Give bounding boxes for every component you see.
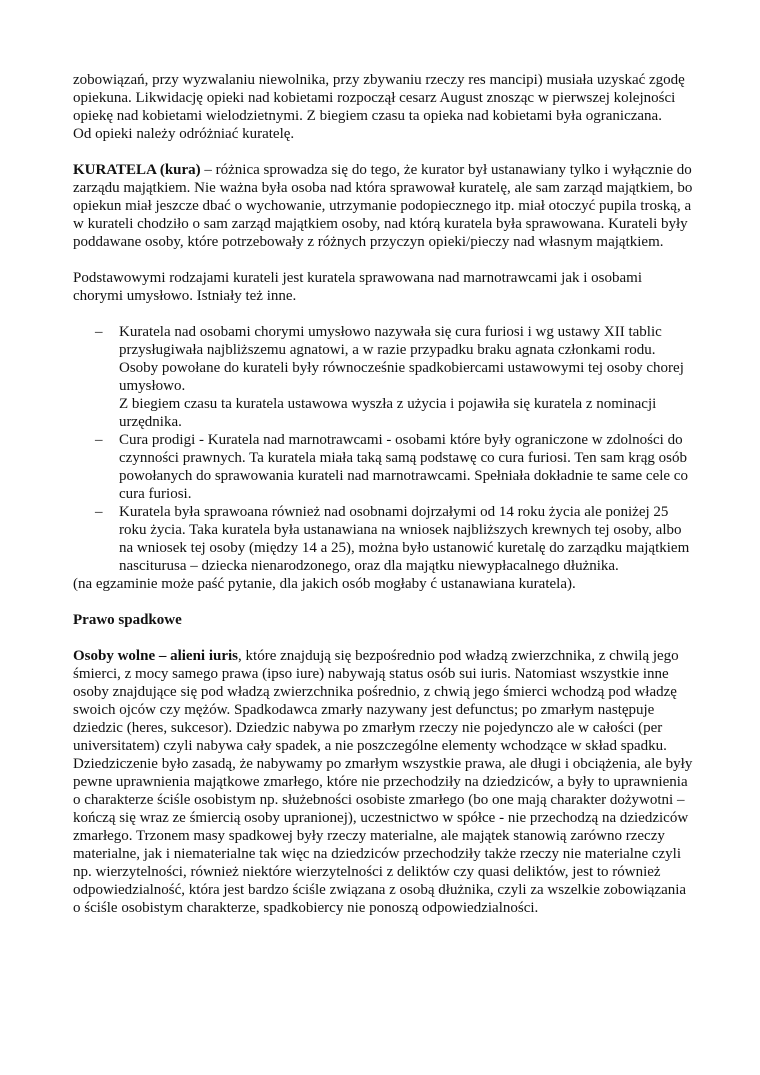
list-dash-marker: –: [95, 432, 103, 448]
exam-note: (na egzaminie może paść pytanie, dla jakich osób mogłaby ć ustanawiana kuratela).: [73, 576, 576, 592]
list-item-text: Kuratela była sprawoana również nad osobnami dojrzałymi od 14 roku życia ale poniżej 25 roku życia. Taka kuratela była ustanawiana na wniosek najbliższych krewnych tej osoby, albo na wniosek tej osoby (między 14 a 25), można było ustanowić kuretalę do zarządku majątkiem nasciturusa – dziecka nienarodzonego, oraz dla majątku niewypłacalnego dłużnika.: [119, 504, 690, 574]
list-item-text: Cura prodigi - Kuratela nad marnotrawcami - osobami które były ograniczone w zdolności do czynności prawnych. Ta kuratela miała taką samą podstawę co cura furiosi. Ten sam krąg osób powołanych do sprawowania kurateli nad marnotrawcami. Spełniała dokładnie te same cele co cura furiosi.: [119, 432, 688, 502]
paragraph-distinction: Od opieki należy odróżniać kuratelę.: [73, 126, 295, 142]
list-item: [73, 503, 693, 575]
list-dash-marker: –: [95, 324, 103, 340]
kuratela-list: [73, 323, 693, 575]
spacer: [73, 629, 693, 647]
paragraph-spadek: [73, 647, 693, 917]
list-dash-marker: –: [95, 504, 103, 520]
spacer: [73, 143, 693, 161]
list-item-text: Z biegiem czasu ta kuratela ustawowa wyszła z użycia i pojawiła się kuratela z nominacji urzędnika.: [119, 396, 657, 430]
list-item: [73, 323, 693, 431]
list-item: [73, 431, 693, 503]
document-page: [73, 71, 693, 917]
kuratela-term: KURATELA (kura): [73, 162, 201, 178]
spadek-text: , które znajdują się bezpośrednio pod władzą zwierzchnika, z chwilą jego śmierci, z mocy samego prawa (ipso iure) nabywają status osób sui iuris. Natomiast wszystkie inne osoby znajdujące się pod władzą zwierzchnika pośrednio, z chwią jego śmierci wchodzą pod władzę swoich ojców czy mężów. Spadkodawca zmarły nazywany jest defunctus; po zmarłym następuje dziedzic (heres, sukcesor). Dziedzic nabywa po zmarłym rzeczy nie pojedynczo ale w całości (per universitatem) czyli nabywa cały spadek, a nie poszczególne elementy wchodzące w skład spadku. Dziedziczenie było zasadą, że nabywamy po zmarłym wszystkie prawa, ale długi i obciążenia, ale były pewne uprawnienia majątkowe zmarłego, które nie przechodziły na dziedziców, a były to uprawnienia o charakterze ściśle osobistym np. służebności osobiste zmarłego (bo one mają charakter dożywotni – kończą się wraz ze śmiercią osoby upranionej), uczestnictwo w spółce - nie przechodzą na dziedziców zmarłego. Trzonem masy spadkowej były rzeczy materialne, ale majątek stanowią zarówno rzeczy materialne, jak i niematerialne tak więc na dziedziców przechodziły także rzeczy nie materialne czyli np. wierzytelności, również niektóre wierzytelności z deliktów czy quasi deliktów, jest to również odpowiedzialność, która jest bardzo ściśle związana z osobą dłużnika, czyli za wszelkie zobowiązania o ściśle osobistym charakterze, spadkobiercy nie ponoszą odpowiedzialności.: [73, 648, 693, 916]
spadek-term: Osoby wolne – alieni iuris: [73, 648, 239, 664]
section-heading: Prawo spadkowe: [73, 612, 182, 628]
spacer: [73, 251, 693, 269]
list-item-text: Kuratela nad osobami chorymi umysłowo nazywała się cura furiosi i wg ustawy XII tablic przysługiwała najbliższemu agnatowi, a w razie przypadku braku agnata członkami rodu. Osoby powołane do kurateli były równocześnie spadkobiercami ustawowymi tej osoby chorej umysłowo.: [119, 324, 684, 394]
spacer: [73, 305, 693, 323]
spacer: [73, 593, 693, 611]
paragraph-opieka: zobowiązań, przy wyzwalaniu niewolnika, przy zbywaniu rzeczy res mancipi) musiała uzyskać zgodę opiekuna. Likwidację opieki nad kobietami rozpoczął cesarz August znosząc w pierwszej kolejności opiekę nad kobietami wielodzietnymi. Z biegiem czasu ta opieka nad kobietami była ograniczana.: [73, 72, 685, 124]
paragraph-kuratela: [73, 161, 693, 251]
kuratela-definition: – różnica sprowadza się do tego, że kurator był ustanawiany tylko i wyłącznie do zarządu majątkiem. Nie ważna była osoba nad która sprawował kuratelę, ale sam zarząd majątkiem, bo opiekun miał jeszcze dbać o wychowanie, utrzymanie podopiecznego itp. miał otoczyć pupila troską, a w kurateli chodziło o sam zarząd majątkiem osoby, nad którą kuratela była sprawowana. Kurateli były poddawane osoby, które potrzebowały z różnych przyczyn opieki/pieczy nad własnym majątkiem.: [73, 162, 693, 250]
paragraph-kuratela-types: Podstawowymi rodzajami kurateli jest kuratela sprawowana nad marnotrawcami jak i osobami chorymi umysłowo. Istniały też inne.: [73, 270, 642, 304]
